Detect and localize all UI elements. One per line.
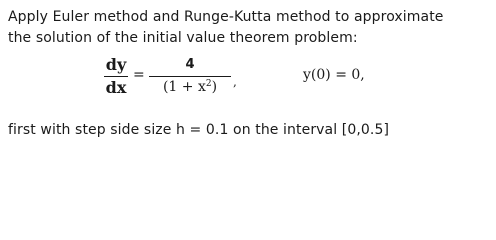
rhs-denominator-close: )	[211, 79, 218, 95]
derivative-denominator: dx	[105, 78, 127, 97]
rhs-numerator: 4	[185, 57, 195, 72]
equals-sign: =	[133, 67, 145, 83]
problem-text-line-1: Apply Euler method and Runge-Kutta method to approximate	[8, 9, 444, 25]
rhs-denominator	[149, 79, 231, 96]
derivative-fraction-bar	[104, 76, 128, 77]
rhs-fraction	[149, 56, 231, 96]
rhs-denominator-exponent: 2	[205, 79, 212, 89]
equation-separator: ,	[233, 75, 237, 89]
derivative-fraction	[104, 56, 128, 96]
derivative-numerator: dy	[105, 55, 127, 74]
problem-text-line-2: the solution of the initial value theorem problem:	[8, 30, 358, 46]
problem-text-line-3: first with step side size h = 0.1 on the interval [0,0.5]	[8, 122, 390, 138]
rhs-fraction-bar	[149, 76, 231, 77]
rhs-denominator-base: (1 + x	[162, 79, 206, 95]
initial-condition: y(0) = 0,	[303, 67, 365, 83]
